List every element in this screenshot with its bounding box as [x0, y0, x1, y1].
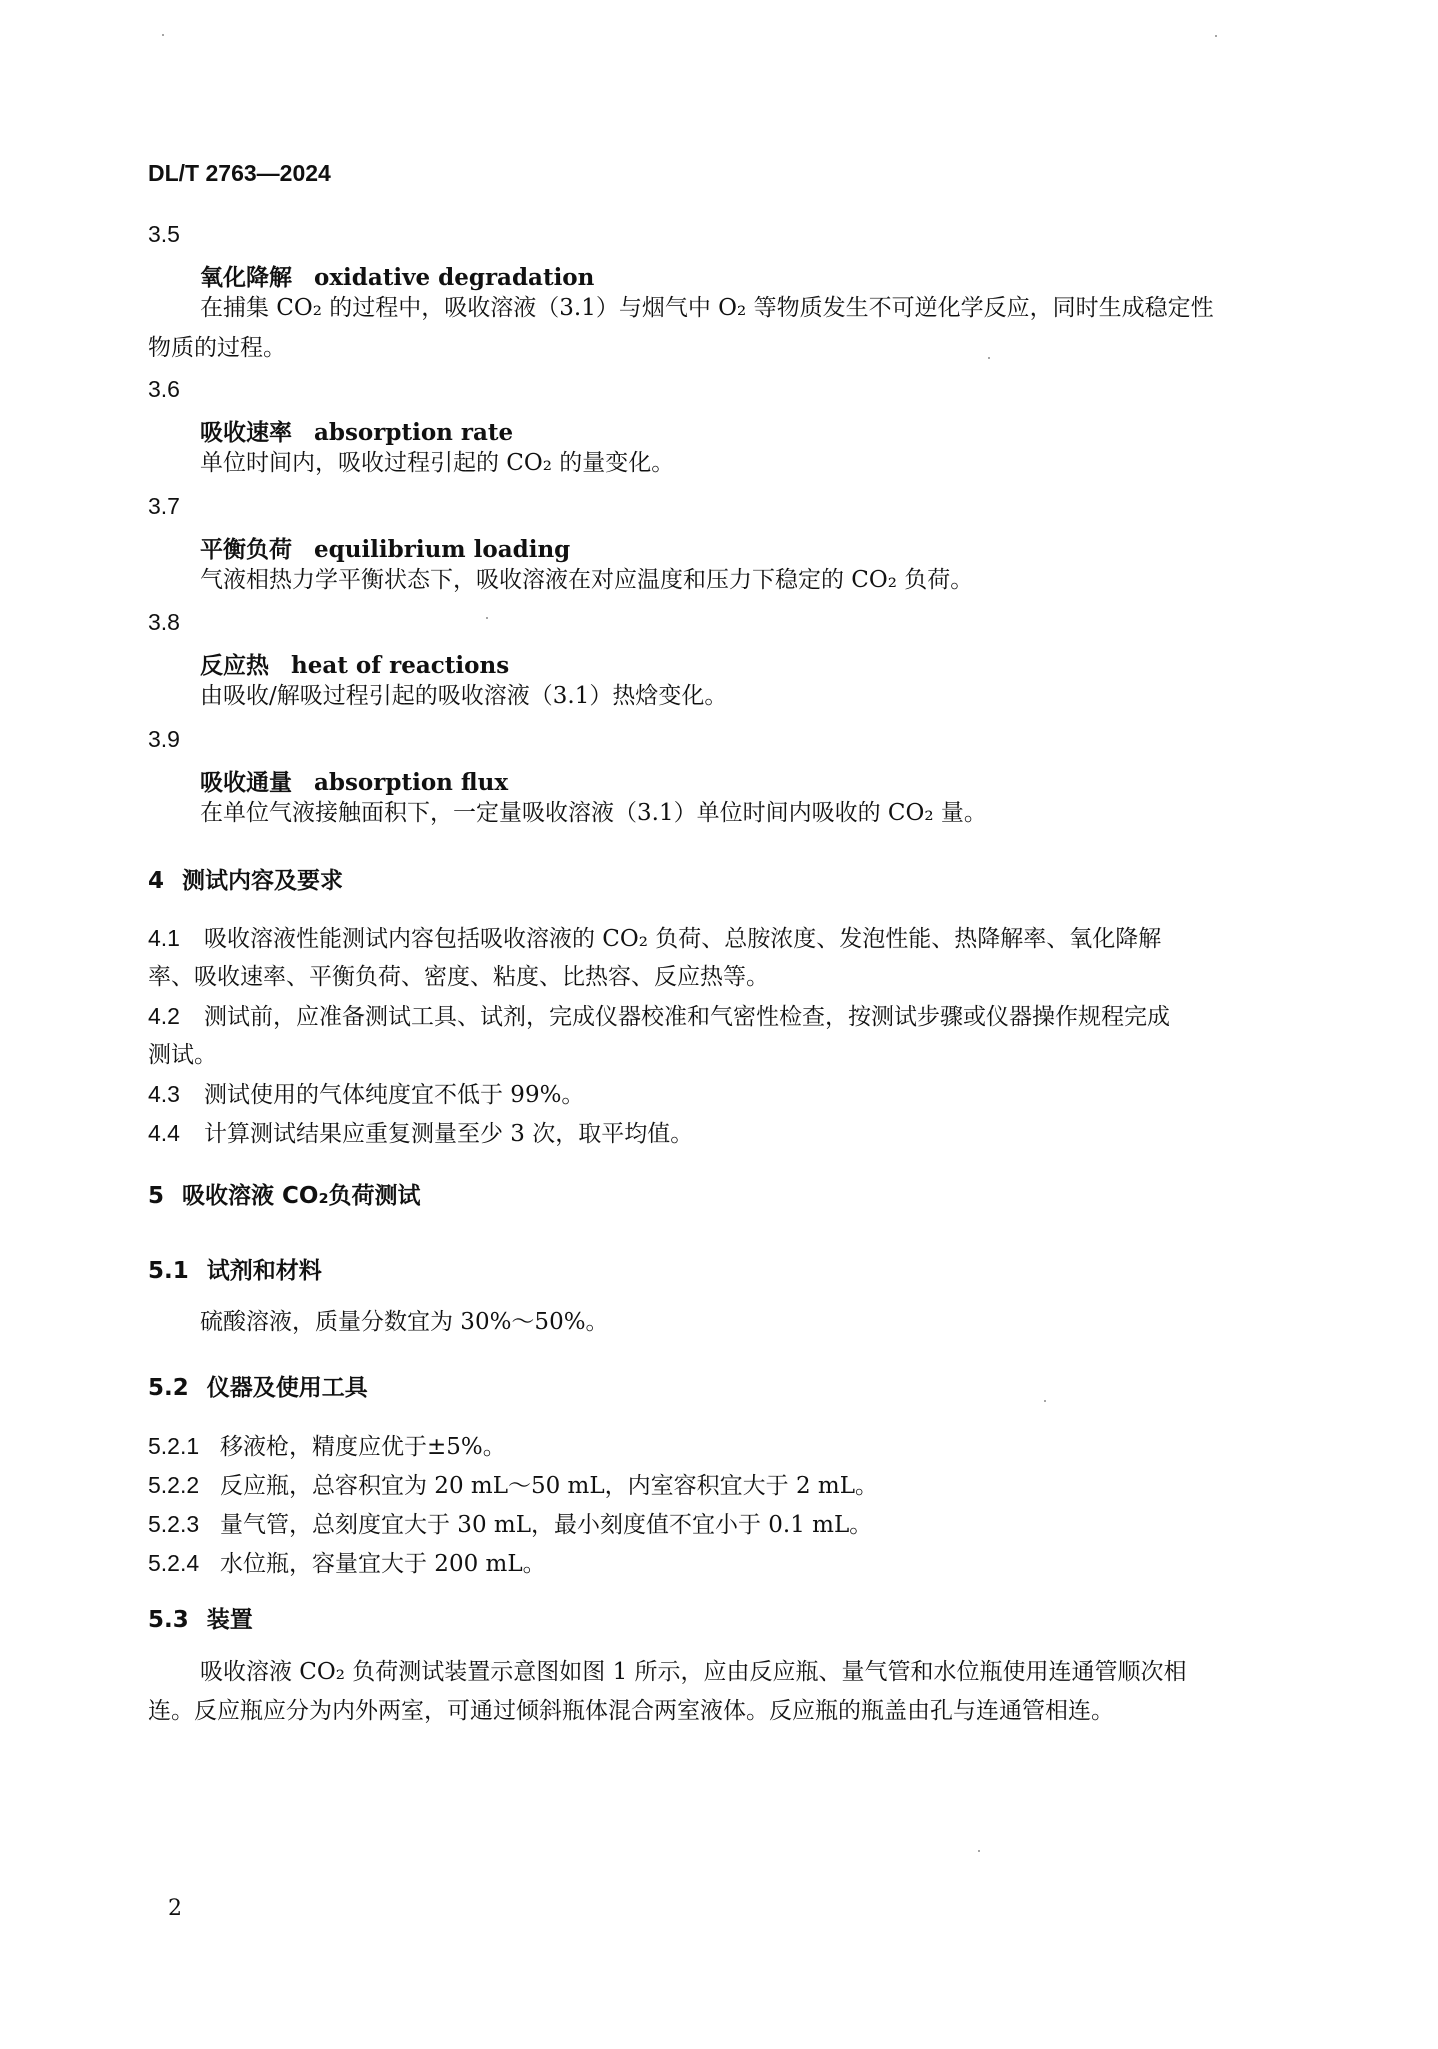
- clause-text: 计算测试结果应重复测量至少 3 次，取平均值。: [204, 1121, 694, 1147]
- clause-number: 5.2.2: [148, 1472, 200, 1498]
- subsection-number: 5.3: [148, 1607, 189, 1633]
- clause-number: 4.2: [148, 1003, 180, 1029]
- clause-5-2-3: [148, 1504, 872, 1545]
- term-en: oxidative degradation: [314, 264, 595, 291]
- term-number-3-7: 3.7: [148, 493, 180, 519]
- clause-text: 量气管，总刻度宜大于 30 mL，最小刻度值不宜小于 0.1 mL。: [220, 1512, 873, 1538]
- clause-text: 反应瓶，总容积宜为 20 mL～50 mL，内室容积宜大于 2 mL。: [220, 1473, 878, 1499]
- term-definition: 由吸收/解吸过程引起的吸收溶液（3.1）热焓变化。: [200, 683, 728, 709]
- clause-text: 测试前，应准备测试工具、试剂，完成仪器校准和气密性检查，按测试步骤或仪器操作规程完成: [204, 1004, 1170, 1030]
- scan-speck: [1044, 1400, 1046, 1402]
- term-cn: 吸收通量: [200, 769, 292, 796]
- term-en: absorption rate: [314, 419, 514, 446]
- scan-speck: [162, 34, 164, 36]
- subsection-title: 试剂和材料: [206, 1258, 322, 1284]
- term-number-3-8: 3.8: [148, 609, 180, 635]
- subsection-5-3-text-cont: 连。反应瓶应分为内外两室，可通过倾斜瓶体混合两室液体。反应瓶的瓶盖由孔与连通管相连。: [148, 1698, 1114, 1724]
- term-cn: 氧化降解: [200, 264, 292, 291]
- term-number-3-5: 3.5: [148, 221, 180, 247]
- subsection-5-1-heading: [148, 1252, 322, 1285]
- term-en: equilibrium loading: [314, 536, 571, 563]
- clause-4-1: [148, 918, 1161, 959]
- clause-5-2-1: [148, 1426, 506, 1467]
- section-number: 5: [148, 1183, 165, 1209]
- term-number-3-9: 3.9: [148, 726, 180, 752]
- clause-4-4: [148, 1113, 693, 1154]
- section-title: 吸收溶液 CO₂负荷测试: [182, 1183, 421, 1209]
- section-4-heading: [148, 862, 343, 895]
- clause-number: 4.3: [148, 1081, 180, 1107]
- standard-code-header: DL/T 2763—2024: [148, 160, 331, 186]
- section-5-heading: [148, 1177, 421, 1210]
- clause-5-2-4: [148, 1543, 546, 1584]
- scan-speck: [978, 1850, 980, 1852]
- subsection-5-3-heading: [148, 1601, 253, 1634]
- clause-text: 水位瓶，容量宜大于 200 mL。: [220, 1551, 546, 1577]
- term-en: heat of reactions: [291, 652, 510, 679]
- subsection-number: 5.2: [148, 1375, 189, 1401]
- clause-4-1-cont: 率、吸收速率、平衡负荷、密度、粘度、比热容、反应热等。: [148, 964, 769, 990]
- section-number: 4: [148, 868, 165, 894]
- term-cn: 反应热: [200, 652, 269, 679]
- clause-number: 4.1: [148, 925, 180, 951]
- subsection-title: 仪器及使用工具: [206, 1375, 368, 1401]
- clause-text: 吸收溶液性能测试内容包括吸收溶液的 CO₂ 负荷、总胺浓度、发泡性能、热降解率、氧化降解: [204, 926, 1162, 952]
- clause-5-2-2: [148, 1465, 878, 1506]
- scan-speck: [1215, 35, 1217, 37]
- term-cn: 吸收速率: [200, 419, 292, 446]
- term-definition-cont: 物质的过程。: [148, 335, 286, 361]
- term-definition: 气液相热力学平衡状态下，吸收溶液在对应温度和压力下稳定的 CO₂ 负荷。: [200, 567, 974, 593]
- page-number: 2: [168, 1896, 182, 1921]
- clause-number: 5.2.1: [148, 1433, 200, 1459]
- term-number-3-6: 3.6: [148, 376, 180, 402]
- term-definition: 在捕集 CO₂ 的过程中，吸收溶液（3.1）与烟气中 O₂ 等物质发生不可逆化学反应，同时生成稳定性: [200, 295, 1214, 321]
- clause-text: 测试使用的气体纯度宜不低于 99%。: [204, 1082, 585, 1108]
- clause-number: 5.2.3: [148, 1511, 200, 1537]
- section-title: 测试内容及要求: [182, 868, 344, 894]
- subsection-5-2-heading: [148, 1369, 368, 1402]
- scan-speck: [988, 357, 990, 359]
- subsection-title: 装置: [206, 1607, 253, 1633]
- clause-number: 5.2.4: [148, 1550, 200, 1576]
- clause-4-2-cont: 测试。: [148, 1042, 217, 1068]
- clause-number: 4.4: [148, 1120, 180, 1146]
- term-definition: 单位时间内，吸收过程引起的 CO₂ 的量变化。: [200, 450, 675, 476]
- subsection-5-3-text: 吸收溶液 CO₂ 负荷测试装置示意图如图 1 所示，应由反应瓶、量气管和水位瓶使用连通管顺次相: [200, 1659, 1187, 1685]
- term-definition: 在单位气液接触面积下，一定量吸收溶液（3.1）单位时间内吸收的 CO₂ 量。: [200, 800, 987, 826]
- clause-4-3: [148, 1074, 584, 1115]
- term-cn: 平衡负荷: [200, 536, 292, 563]
- scan-speck: [486, 617, 488, 619]
- term-en: absorption flux: [314, 769, 509, 796]
- clause-text: 移液枪，精度应优于±5%。: [220, 1434, 506, 1460]
- subsection-5-1-text: 硫酸溶液，质量分数宜为 30%～50%。: [200, 1309, 609, 1335]
- subsection-number: 5.1: [148, 1258, 189, 1284]
- clause-4-2: [148, 996, 1170, 1037]
